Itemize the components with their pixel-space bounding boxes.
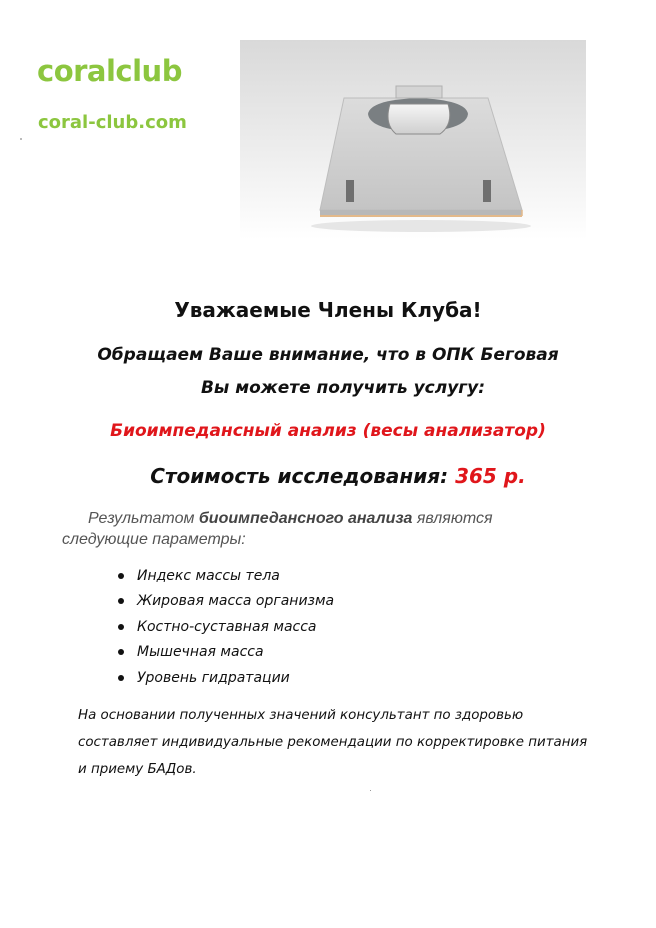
decorative-dot bbox=[20, 138, 22, 140]
description-paragraph bbox=[62, 508, 582, 550]
list-item: Жировая масса организма bbox=[118, 589, 334, 615]
list-item: Уровень гидратации bbox=[118, 665, 334, 691]
price-label: Стоимость исследования: bbox=[150, 464, 449, 488]
closing-paragraph: На основании полученных значений консультант по здоровью составляет индивидуальные рекомендации по корректировке питания и приему БАДов. bbox=[78, 708, 588, 777]
brand-url: coral-club.com bbox=[38, 112, 187, 133]
description-after: являются следующие параметры: bbox=[62, 510, 493, 548]
bullet-icon bbox=[118, 573, 124, 579]
service-name: Биоимпедансный анализ (весы анализатор) bbox=[110, 421, 546, 441]
price-value: 365 р. bbox=[455, 464, 526, 488]
notice-line-2: Вы можете получить услугу: bbox=[200, 378, 486, 398]
bathroom-scale-image bbox=[240, 40, 586, 240]
brand-logo: coralclub bbox=[37, 54, 182, 88]
parameters-list bbox=[118, 563, 334, 691]
bullet-icon bbox=[118, 598, 124, 604]
list-item: Костно-суставная масса bbox=[118, 614, 334, 640]
notice-line-1: Обращаем Ваше внимание, что в ОПК Беговая bbox=[97, 345, 559, 365]
bullet-icon bbox=[118, 649, 124, 655]
page-title: Уважаемые Члены Клуба! bbox=[174, 298, 482, 322]
description-bold: биоимпедансного анализа bbox=[198, 510, 413, 527]
bullet-icon bbox=[118, 675, 124, 681]
price-line bbox=[0, 464, 656, 488]
list-item: Мышечная масса bbox=[118, 640, 334, 666]
decorative-dot bbox=[370, 790, 371, 791]
list-item: Индекс массы тела bbox=[118, 563, 334, 589]
description-before: Результатом bbox=[88, 510, 195, 527]
bullet-icon bbox=[118, 624, 124, 630]
